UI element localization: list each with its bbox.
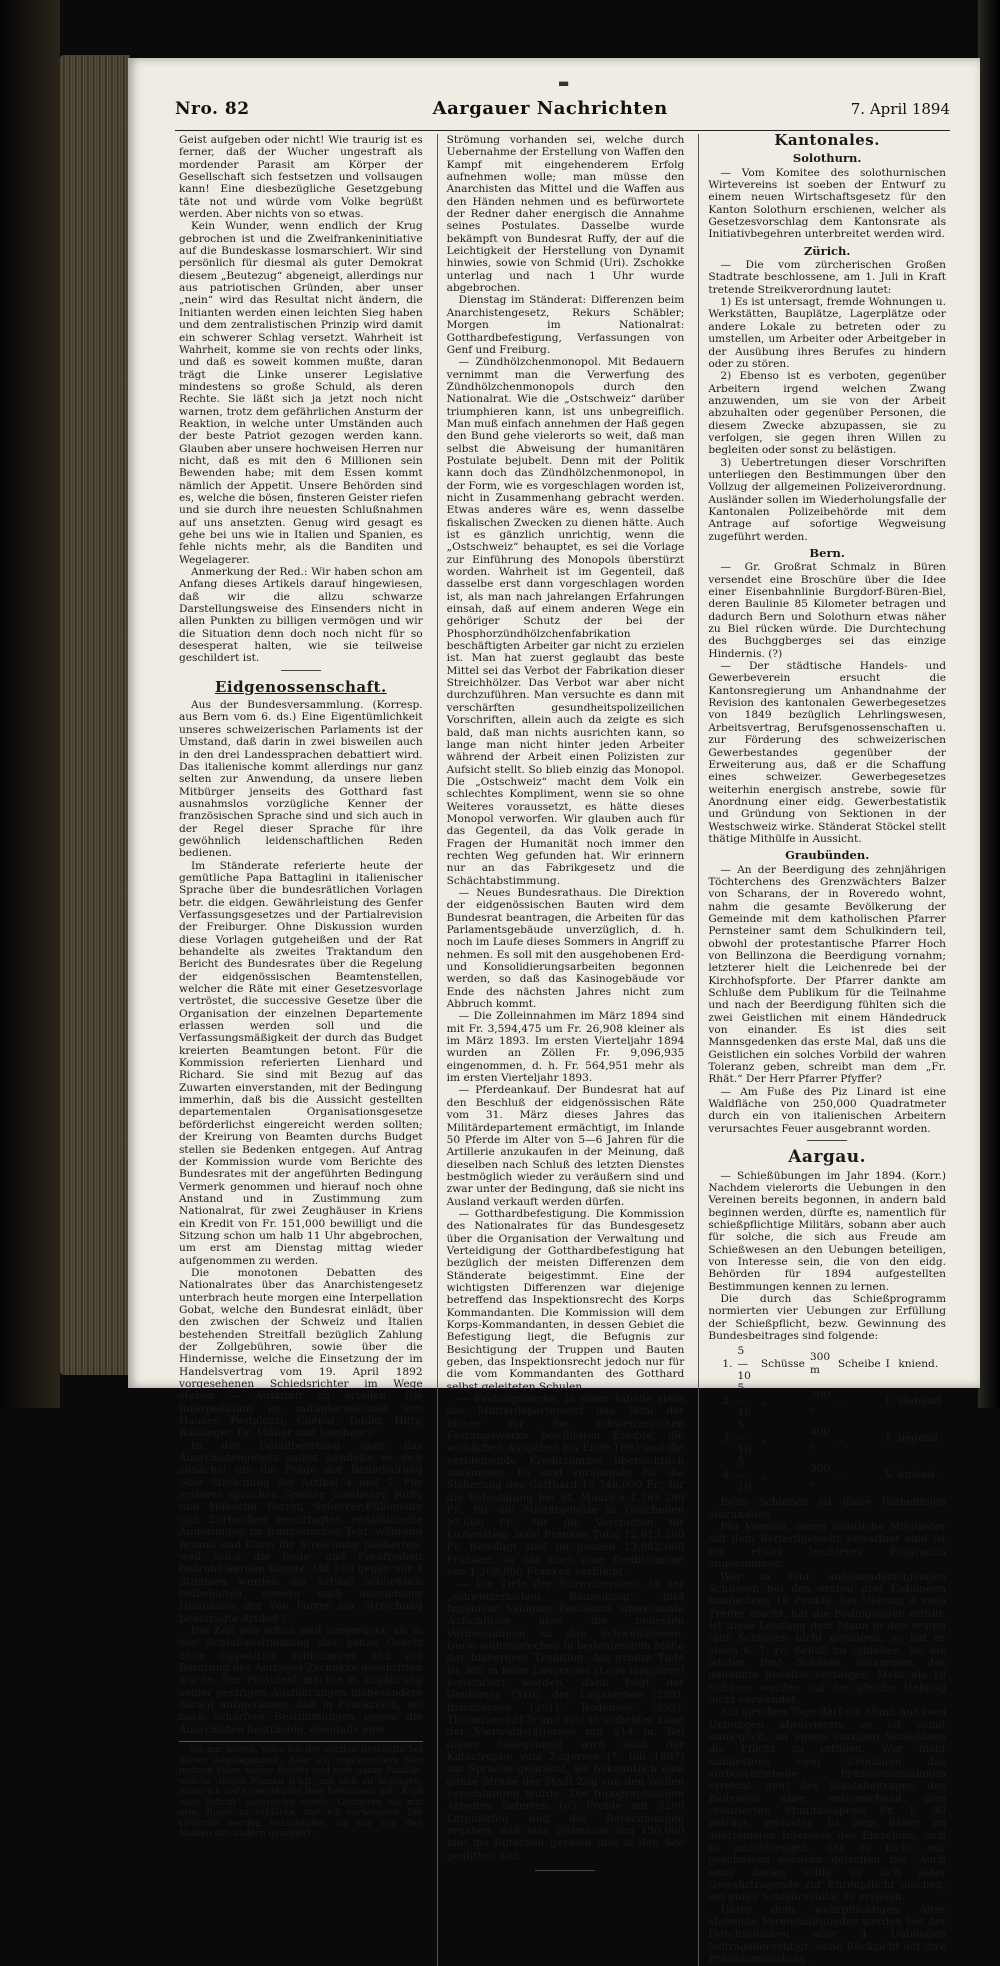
article-text: Kein Wunder, wenn endlich der Krug gebrochen ist und die Zweifrankeninitiative auf die Bundeskasse losmarschiert. Wir sind persönlich für diesmal als guter Demokrat diesem „Beutezug“ abgeneigt, allerdings nur aus patriotischen Gründen, aber unser „nein“ wird das Resultat nicht ändern, die Initianten werden einen leichten Sieg haben und dem zentralistischen Prinzip wird damit ein schwerer Schlag versetzt. Wahrheit ist Wahrheit, komme sie von rechts oder links, und daß es soweit kommen mußte, daran trägt die Linke unserer Legislative mindestens so große Schuld, als deren Rechte. Sie läßt sich ja jetzt noch nicht warnen, trotz dem gefährlichen Ansturm der Reaktion, in welche unter Umständen auch der beste Patriot gezogen werden kann. Glauben aber unsere hochweisen Herren nur nicht, daß es mit den 6 Millionen sein Bewenden habe; mit dem Essen kommt nämlich der Appetit. Unsere Behörden sind es, welche die bösen, finsteren Geister riefen und sie durch ihre neuesten Schlußnahmen auf uns ansetzten. Genug wird gesagt es gehe bei uns wie in Italien und Spanien, es fehle nichts mehr, als die Banditen und Wegelagerer. bbox=[179, 220, 423, 566]
table-cell: „ bbox=[760, 1468, 767, 1481]
article-text: — Festungswerke. In einer Tabelle stellt das Militärdepartement das Total der bisher für die schweizerischen Festungswerke bewilligten Kredite, die wirklichen Ausgaben bis Ende 1893 und die verbleibende Kreditsumme übersichtlich zusammen. Es sind vorausgabt für die Sicherung des Gotthard 10,748,000 Fr., für die Befestigung bei St. Maurice 1,769,200 Fr., für die Militärgeleise in Göschenen 93,000 Fr., für die Vorstudien für Luziensteig 3000 Franken Total 12,613,200 Fr. Bewilligt sind im ganzen 13,882,000 Franken, so daß noch eine Kreditsumme von 1,268,800 Franken verbleibt. bbox=[446, 1393, 685, 1578]
table-cell: Scheibe bbox=[837, 1357, 881, 1370]
separator bbox=[281, 670, 321, 671]
editor-note: Anmerkung der Red.: Wir haben schon am Anfang dieses Artikels darauf hingewiesen, daß wir die allzu schwarze Darstellungsweise des Einsenders nicht in allen Punkten zu billigen vermögen und wir die Situation denn doch noch nicht für so desesperat halten, wie sie teilweise geschildert ist. bbox=[179, 566, 423, 665]
article-text: 2) Ebenso ist es verboten, gegenüber Arbeitern irgend welchen Zwang anzuwenden, um sie von der Arbeit abzuhalten oder gegenüber Personen, die diesem Zwecke abzupassen, sie zu verfolgen, sie gegen ihren Willen zu begleiten oder sonst zu belästigen. bbox=[708, 370, 946, 457]
article-text: Wer in fünf aufeinanderfolgenden Schüssen bei den ersten drei Uebungen mindestens 12 Punkte, bei Uebung 4 zwei Treffer macht, hat die Bedingungen erfüllt. Ist diese Leistung dem Mann in den ersten fünf Schüssen nicht gelungen, so hat er einen 6. 7. rc. Schuß zu schießen, bis die letzten fünf Schüsse zusammen das genannte Resultat vorzeigen. Mehr als 10 Schüsse werden auf die gleiche Uebung nicht verwendet. bbox=[708, 1570, 946, 1706]
section-heading: Kantonales. bbox=[774, 131, 880, 149]
footnote-text: Sie mir bieten, wäre ich der einzige Beteiligte bei dieser Angelegenheit. Aber ich repräsentiere hier meinen Vater, meine Brüder und eine ganze Familie, welche diesen Namen trägt, um sich zu beklagen, wenn ich auf's Geratewohl ihre Interessen mit „Kopf oder Schrift“ ausspielen würde. Gestatten Sie mir also, Ihnen zu erklären, daß ich verweigere. Die Gerichte werden entscheiden, ob wir von den Namen des andern usurpiert. bbox=[179, 1745, 423, 1839]
issue-number: Nro. 82 bbox=[175, 99, 250, 119]
article-columns bbox=[175, 131, 950, 1966]
table-cell: „ bbox=[760, 1431, 767, 1444]
column-end-rule bbox=[535, 1870, 595, 1871]
canton-heading: Graubünden. bbox=[785, 848, 870, 863]
article-text: Für Vereine, deren sämtliche Mitglieder mit dem Betterligewehr bewaffnet sind ist ein etwas leichteres Programm angenommen. bbox=[708, 1521, 946, 1571]
table-cell: V bbox=[885, 1468, 894, 1481]
table-cell: stehend bbox=[898, 1394, 941, 1407]
article-text: — Am Fuße des Piz Linard ist eine Waldfläche von 250,000 Quadratmeter durch ein von italienischen Arbeitern verursachtes Feuer ausgebrannt worden. bbox=[708, 1085, 946, 1135]
table-cell: 4. bbox=[722, 1468, 733, 1481]
article-text: Strömung vorhanden sei, welche durch Uebernahme der Erstellung von Waffen den Kampf mit eingehenderem Erfolg aufnehmen wolle; man müsse den Anarchisten das Mittel und die Waffen aus den Händen nehmen und es befürwortete der Redner daher energisch die Annahme seines Postulates. Dasselbe wurde bekämpft von Bundesrat Ruffy, der auf die Leichtigkeit der Herstellung von Dynamit hinwies, sowie von Schmid (Uri). Zschokke unterlag und nach 1 Uhr wurde abgebrochen. bbox=[446, 134, 685, 295]
column-2 bbox=[437, 134, 689, 1966]
article-text: — Pferdeankauf. Der Bundesrat hat auf den Beschluß der eidgenössischen Räte vom 31. März dieses Jahres das Militärdepartement ermächtigt, im Inlande 50 Pferde im Alter von 5—6 Jahren für die Artillerie anzukaufen in der Meinung, daß dieselben nach Schluß des letzten Dienstes bestmöglich wieder zu veräußern sind und zwar unter der Bedingung, daß sie nicht ins Ausland verkauft werden dürfen. bbox=[446, 1084, 685, 1208]
table-cell: 300 m bbox=[809, 1351, 831, 1376]
footnote bbox=[179, 1741, 423, 1840]
article-text: Aus der Bundesversammlung. (Korresp. aus Bern vom 6. ds.) Eine Eigentümlichkeit unseres schweizerischen Parlaments ist der Umstand, daß darin in zwei bisweilen auch in den drei Landessprachen debattiert wird. Das italienische kommt allerdings nur ganz selten zur Anwendung, da unsere lieben Mitbürger jenseits des Gotthard fast ausnahmslos vorzügliche Kenner der französischen Sprache sind und sich auch in der Regel dieser Sprache für ihre gewöhnlich leidenschaftlichen Reden bedienen. bbox=[179, 699, 423, 860]
article-text: — Gotthardbefestigung. Die Kommission des Nationalrates für das Bundesgesetz über die Organisation der Verwaltung und Verteidigung der Gotthardbefestigung hat bezüglich der meisten Differenzen dem Ständerate beigestimmt. Eine der wichtigsten Differenzen war diejenige betreffend das Inspektionsrecht des Korps Kommandanten. Die Kommission will dem Korps-Kommandanten, in dessen Gebiet die Befestigung liegt, die Befugnis zur Besichtigung der Truppen und Bauten geben, das Inspektionsrecht jedoch nur für die vom Kommandanten des Gotthard selbst geleiteten Schulen. bbox=[446, 1207, 685, 1393]
article-text: — Neues Bundesrathaus. Die Direktion der eidgenössischen Bauten wird dem Bundesrat beantragen, die Arbeiten für das Parlamentsgebäude unverzüglich, d. h. noch im Laufe dieses Sommers in Angriff zu nehmen. Es soll mit den ausgehobenen Erd- und Konsolidierungsarbeiten begonnen werden, so daß das Kasinogebäude vor Ende des nächsten Jahres nicht zum Abbruch kommt. bbox=[446, 886, 685, 1011]
article-text: In der Detailberatung über das Anarchistengesetz selbst handelte es sich zunächst um die Frage der Beibehaltung oder Streichung der Artikel 4 und 5. Für ersteres sprachen Speiser, Jeanhenry, Ruffy und Häberlin Forrer, Scherrer-Füllemann und Zurbuchen beantragten redaktionelle Änderungen im französischen Text, während Brunni und Curti für Streichung plädierten, weil sonst die Rede- und Preßfreiheit bedroht werden könnte. Mit 103 gegen nur 4 Stimmen werden die Artikel schließlich beibehalten, ebenso nach ausgiebiger Diskussion der von Forrer zur Streichung beantragte Artikel 7. bbox=[179, 1439, 423, 1625]
article-text: — Der städtische Handels- und Gewerbeverein ersucht die Kantonsregierung um Anhandnahme der Revision des kantonalen Gewerbegesetzes von 1849 bezüglich Lehrlingswesen, Arbeitsvertrag, Berufsgenossenschaften u. zur Förderung des schweizerischen Gewerbestandes gegenüber der Erweiterung aus, daß er die Schaffung eines schweizer. Gewerbegesetzes weiterhin energisch anstrebe, sowie für Anordnung einer eidg. Gewerbestatistik und Gründung von Sektionen in der Westschweiz wirke. Ständerat Stöckel stellt thätige Mithülfe in Aussicht. bbox=[708, 660, 946, 845]
article-text: Geist aufgeben oder nicht! Wie traurig ist es ferner, daß der Wucher ungestraft als mordender Parasit am Körper der Gesellschaft sich festsetzen und vollsaugen kann! Eine diesbezügliche Gesetzgebung täte not und würde vom Volke begrüßt werden. Aber nichts von so etwas. bbox=[179, 134, 423, 221]
column-3 bbox=[698, 131, 950, 1966]
table-cell: I bbox=[885, 1394, 890, 1407]
article-text: 3) Uebertretungen dieser Vorschriften unterliegen den Bestimmungen über den Vollzug der allgemeinen Polizeiverordnung. Ausländer sollen im Wiederholungsfalle der Kantonalen Polizeibehörde mit dem Antrage auf sofortige Wegweisung zugeführt werden. bbox=[708, 456, 946, 543]
shooting-program-table bbox=[722, 1345, 946, 1493]
article-text: — Die Zolleinnahmen im März 1894 sind mit Fr. 3,594,475 um Fr. 26,908 kleiner als im März 1893. Im ersten Vierteljahr 1894 wurden an Zöllen Fr. 9,096,935 eingenommen, d. h. Fr. 564,951 mehr als im ersten Vierteljahr 1893. bbox=[446, 1010, 685, 1085]
table-cell: kniend. bbox=[898, 1468, 939, 1481]
table-cell: liegend bbox=[898, 1431, 939, 1444]
book-binding-left bbox=[0, 0, 60, 1408]
article-text: Dienstag im Ständerat: Differenzen beim Anarchistengesetz, Rekurs Schäbler; Morgen im Nationalrat: Gotthardbefestigung, Verfassungen von Genf und Freiburg. bbox=[446, 294, 685, 356]
table-row bbox=[722, 1345, 946, 1382]
table-row bbox=[722, 1456, 946, 1493]
section-heading: Eidgenossenschaft. bbox=[214, 677, 387, 696]
table-cell: „ bbox=[837, 1468, 844, 1481]
table-row bbox=[722, 1419, 946, 1456]
article-text: Die durch das Schießprogramm normierten vier Uebungen zur Erfüllung der Schießpflicht, bezw. Gewinnung des Bundesbeitrages sind folgende: bbox=[708, 1292, 946, 1342]
book-binding-right bbox=[978, 0, 1000, 1408]
newspaper-title: Aargauer Nachrichten bbox=[432, 98, 668, 119]
table-cell: 5 — 10 bbox=[737, 1419, 751, 1457]
table-cell: „ bbox=[760, 1394, 767, 1407]
article-text: 1) Es ist untersagt, fremde Wohnungen u. Werkstätten, Bauplätze, Lagerplätze oder andere Lokale zu betreten oder zu umstellen, um Arbeiter oder Arbeitgeber in der Ausübung ihres Berufes zu hindern oder zu stören. bbox=[708, 296, 946, 370]
table-cell: 300 „ bbox=[809, 1462, 831, 1487]
table-cell: I bbox=[885, 1357, 890, 1370]
table-cell: „ bbox=[837, 1431, 844, 1444]
top-ornament: ▬ bbox=[558, 76, 570, 90]
canton-heading: Zürich. bbox=[803, 243, 851, 258]
table-row bbox=[722, 1382, 946, 1419]
canton-heading: Bern. bbox=[809, 546, 845, 560]
article-text: — Vom Komitee des solothurnischen Wirtevereins ist soeben der Entwurf zu einem neuen Wirtschaftsgesetz für den Kanton Solothurn erschienen, welcher als Gesetzesvorschlag dem Kantonsrate als Initiativbegehren unterbreitet werden wird. bbox=[708, 166, 946, 241]
article-text: — Die vom zürcherischen Großen Stadtrate beschlossene, am 1. Juli in Kraft tretende Streikverordnung lautet: bbox=[708, 259, 946, 296]
table-cell: 1. bbox=[722, 1357, 733, 1370]
article-text: — Schießübungen im Jahr 1894. (Korr.) Nachdem vielerorts die Uebungen in den Vereinen bereits begonnen, in andern bald beginnen werden, dürfte es, namentlich für schießpflichtige Militärs, sobann aber auch für solche, die sich aus Freude am Schießwesen an den Uebungen beteiligen, von Interesse sein, die von den eidg. Behörden für 1894 aufgestellten Bestimmungen kennen zu lernen. bbox=[708, 1169, 946, 1293]
article-text: — Gr. Großrat Schmalz in Büren versendet eine Broschüre über die Idee einer Eisenbahnlinie Burgdorf-Büren-Biel, deren Baulinie 85 Kilometer betragen und dadurch Bern und Solothurn etwas näher zu Biel rücken würde. Die Durchtechung des Buchggberges sei das einzige Hindernis. (?) bbox=[708, 561, 946, 660]
article-text: Im Ständerate referierte heute der gemütliche Papa Battaglini in italienischer Sprache über die bundesrätlichen Vorlagen betr. die eidgen. Gewährleistung des Genfer Verfassungsgesetzes und der Partialrevision der Freiburger. Ohne Diskussion wurden diese Vorlagen gutgeheißen und der Rat behandelte als zweites Traktandum den Bericht des Bundesrates über die Regelung der eidgenössischen Beamtenstellen, welcher die Räte mit einer Gesetzesvorlage vertröstet, die successive Gesetze über die Organisation der einzelnen Departemente erlassen werden soll und die Verfassungsmäßigkeit der durch das Budget kreierten Beamtungen betont. Für die Kommission referierten Lienhard und Richard. Sie sind mit Bezug auf das Zuwarten einverstanden, mit der Bedingung immerhin, daß bis die Aussicht gestellten departementalen Organisationsgesetze beförderlichst eingereicht werden sollten; der Kreirung von Beamten durchs Budget stellen sie Bedenken entgegen. Auf Antrag der Kommission wurde vom Berichte des Bundesrates mit der angeführten Bedingung Vermerk genommen und hierauf noch ohne Anstand und in Zustimmung zum Nationalrat, für zwei Zeughäuser in Kriens ein Kredit von Fr. 151,000 bewilligt und die Sitzung schon um halb 11 Uhr abgebrochen, um erst am Dienstag mittag wieder aufgenommen zu werden. bbox=[179, 859, 423, 1267]
table-cell: 300 „ bbox=[809, 1388, 831, 1413]
canton-heading: Solothurn. bbox=[792, 151, 862, 166]
section-heading: Aargau. bbox=[788, 1147, 867, 1168]
column-1 bbox=[175, 134, 427, 1966]
table-cell: „ bbox=[837, 1394, 844, 1407]
issue-date: 7. April 1894 bbox=[850, 100, 950, 118]
masthead bbox=[175, 98, 950, 128]
table-cell: 400 „ bbox=[809, 1425, 831, 1450]
article-text: Die Zeit war schon weit vorgerückt, als in der Schlußabstimmung das ganze Gesetz ohne Opposition funktioniert und zur Beratung des Antrages Zschokke geschritten wurde. Der Postulant machte in Ergänzung seiner gestrigen Ausführungen insbesondere darauf aufmerksam, daß in Frankreich, wo noch schärfere Bestimmungen gegen die Anarchisten bestünden, ebenfalls eine bbox=[179, 1624, 423, 1736]
article-text: Am gleichen Tage darf ein Mann nur zwei Uebungen absolvieren, es ist somit unmöglich, an einem einzigen Schießtage die Pflicht zu erfüllen. Wer nicht mindestens zwei Uebungen das vorbeschriebene Präzisionsminimum erreicht, geht des Staatsbeitrages, des Beitrages aber, entsprechend dem reduzierten Munitionspreis Fr. 1. 80 betragt, verlustig. Es liegt daher im allerfeinsten Interesse des Einzelnen, sich so anzustrengen, daß er nicht nur geschossen sondern getroffen hat. Auch ohne dieses sollte es sich jeder Gewehrtragende zur Ehrenpflicht machen, ein gutes Schießresultat zu erzielen. bbox=[708, 1706, 946, 1904]
article-text: Beim Schießen ist diese Reihenfolge einzuhalten. bbox=[708, 1496, 946, 1521]
article-text: — Zündhölzchenmonopol. Mit Bedauern vernimmt man die Verwerfung des Zündhölzchenmonopols durch den Nationalrat. Wie die „Ostschweiz“ darüber triumphieren kann, ist uns unbegreiflich. Man muß einfach annehmen der Haß gegen den Bund gehe vielerorts so weit, daß man selbst die Abweisung der humanitären Postulate bejubelt. Denn mit der Politik kann doch das Zündhölzchenmonopol, in der Form, wie es vorgeschlagen worden ist, nicht in Zusammenhang gebracht werden. Etwas anderes wäre es, wenn dasselbe fiskalischen Zwecken zu dienen hätte. Auch ist es gänzlich unrichtig, wenn die „Ostschweiz“ behauptet, es sei die Vorlage zur Einführung des Monopols überstürzt worden. Wahrheit ist im Gegenteil, daß dasselbe erst dann vorgeschlagen worden ist, als man nach jahrelangen Erfahrungen einsah, daß auf einem anderen Wege ein gehöriger Schutz der bei der Phosphorzündhölzchenfabrikation beschäftigten Arbeiter gar nicht zu erzielen ist. Man hat zuerst geglaubt das beste Mittel sei das Verbot der Fabrikation dieser Streichhölzer. Das Verbot war aber nicht durchzuführen. Man versuchte es dann mit verschärften gesundheitspolizeilichen Vorschriften, allein auch da zeigte es sich bald, daß man nichts ausrichten kann, so lange man nicht hinter jeden Arbeiter während der Arbeit einen Polizisten zur Aufsicht stellt. So blieb einzig das Monopol. Die „Ostschweiz“ macht dem Volk ein schlechtes Kompliment, wenn sie so ohne Weiteres voraussetzt, es hätte dieses Monopol verworfen. Wir glauben auch für das Gegenteil, da das Volk gerade in Fragen der Humanität noch immer den rechten Weg gefunden hat. Wir erinnern nur an das Fabrikgesetz und die Schächtabstimmung. bbox=[446, 356, 685, 887]
article-text: — An der Beerdigung des zehnjährigen Töchterchens des Grenzwächters Balzer von Scharans, der in Roveredo wohnt, nahm die gesamte Bevölkerung der Gemeinde mit dem katholischen Pfarrer Pernsteiner samt dem Schulkindern teil, obwohl der protestantische Pfarrer Hoch von Bellinzona die Beerdigung vornahm; letzterer hielt die Leichenrede bei der Kirchhofspforte. Der Pfarrer dankte am Schluße dem Publikum für die Teilnahme und nach der Beerdigung fühlten sich die zwei Geistlichen mit einem Händedruck von einander. Es ist dies seit Mannsgedenken das erste Mal, daß uns die Geistlichen ein solches Vorbild der wahren Toleranz geben, schreibt man dem „Fr. Rhät.“ Der Herr Pfarrer Pfyffer? bbox=[708, 863, 946, 1086]
table-cell: kniend. bbox=[898, 1357, 939, 1370]
table-cell: 3. bbox=[722, 1431, 733, 1444]
article-text: Unter dem wehrpflichtigen Alter stehende Vereinsmitglieder werden bei der Durchschießen aller 4 Uebungen beitragsberechtigt, ohne Rücksicht auf ihre Präzisionsleistung. bbox=[708, 1903, 946, 1966]
table-cell: I bbox=[885, 1431, 890, 1444]
article-text: Die monotonen Debatten des Nationalrates über das Anarchistengesetz unterbrach heute morgen eine Interpellation Gobat, welche den Bundesrat einlädt, über den zwischen der Schweiz und Italien bestehenden Streitfall bezüglich Zahlung der Zollgebühren, sowie über die Hindernisse, welche die Einsetzung der im Handelsvertrag vom 19. April 1892 vorgesehenen Schiedsrichter im Wege stehen — Auskunft zu erteilen. Die Interpellation ist mitunterzeichnet von Hauser, Pestalozzi, Cuénat, Tobler, Hilty, Balbinger, Dr. Müller und Jeanhenry. bbox=[179, 1266, 423, 1440]
table-cell: 2. bbox=[722, 1394, 733, 1407]
article-text: — Die Tiefe der Schweizerseen. In der „schweizerischen Bauzeitung“ gibt Ingenieur Salomon Pestalozzi interessante Aufschlüsse über die neuesten Vermessungen an den Schweizerseen. Diese widersprechen in bedeutendem Maße der bisherigen Tradition. Als größte Tiefe ist 365 m beim Langensee (Lago maggiore) konstatiert worden, dann folgt der Genfersee (310), der Luganersee (288), Brienzersee (261), Bodensee (252), Thunersee (217) und erst in siebenter Linie der Vierwaldstättersee mit 214 m. Bei dieser Gelegenheit wird auch der Katastrophe vom Zugersee (7. Juli 1887) zur Sprache gebracht, wo bekanntlich eine ganze Straße der Stadt Zug von den Wellen verschlungen wurde. Die topographischen Arbeiten lieferten 105 Profile mit 3200 Lotpunkten und die Berechnungen ergaben, daß eine Erdmasse von 150,000 km³ ins Rutschen geraten und in den See geglitten war. bbox=[446, 1578, 685, 1862]
table-cell: 5 — 10 bbox=[737, 1456, 751, 1494]
table-cell: Schüsse bbox=[760, 1357, 805, 1370]
table-cell: 5 — 10 bbox=[737, 1345, 751, 1382]
newspaper-page bbox=[128, 58, 980, 1966]
page-stack-edge bbox=[60, 55, 130, 1375]
table-cell: 5 — 10 bbox=[737, 1382, 751, 1420]
separator bbox=[807, 1140, 847, 1141]
